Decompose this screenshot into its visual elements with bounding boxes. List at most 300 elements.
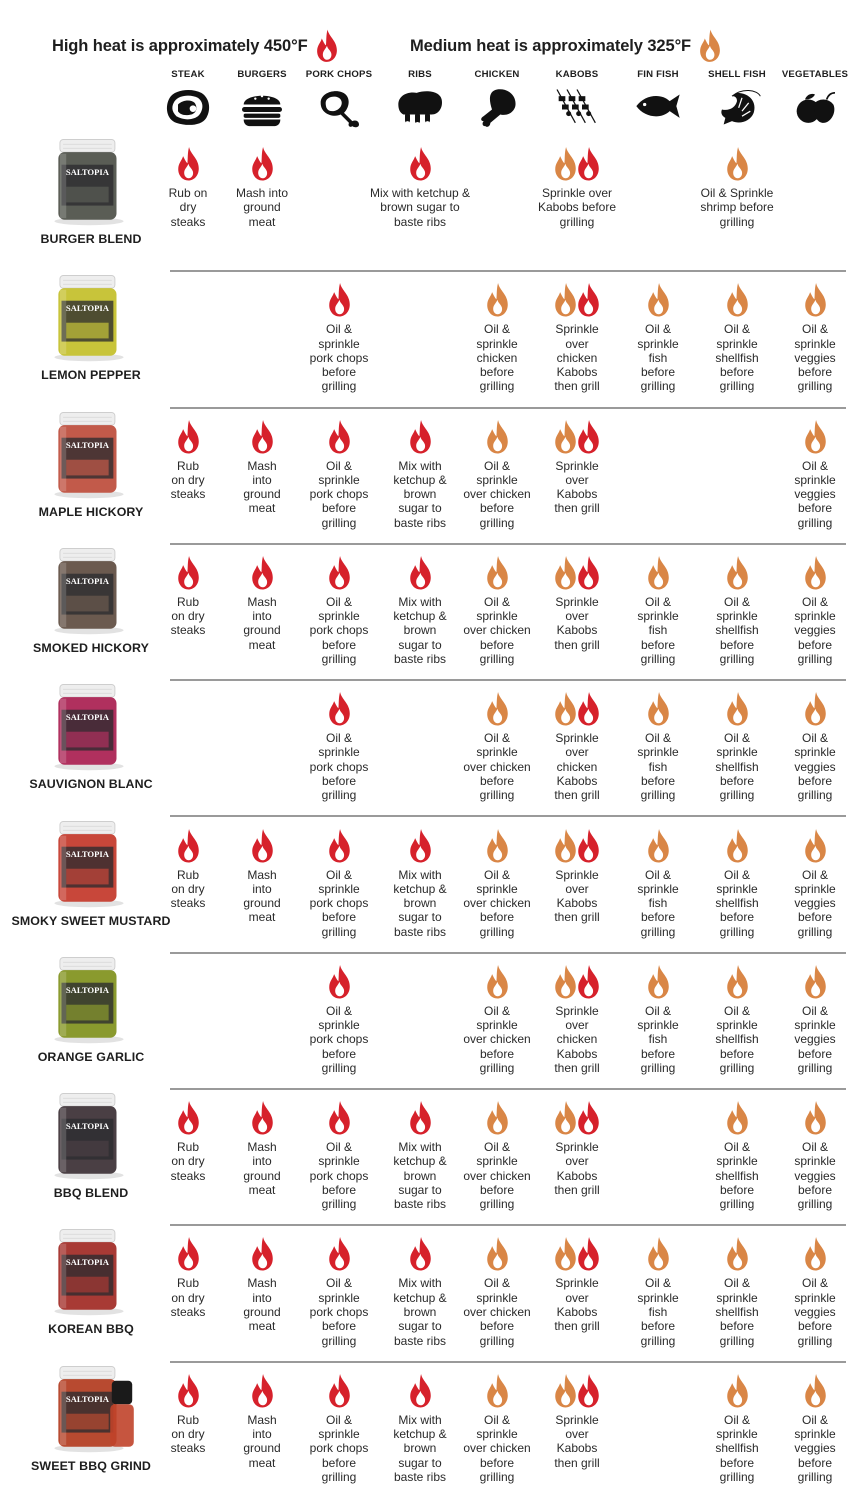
- instruction-text: Rub on dry steaks: [170, 1140, 206, 1183]
- heat-indicator: [294, 689, 384, 727]
- instruction-text: Oil & sprinkle over chicken before grilling: [463, 1140, 531, 1212]
- seasoning-row: [0, 1365, 855, 1501]
- cell-veg: [770, 1234, 855, 1347]
- instruction-text: Rub on dry steaks: [170, 1276, 206, 1319]
- heat-indicator: [532, 1234, 622, 1272]
- jar-brand-label: SALTOPIA: [65, 1121, 110, 1132]
- high-heat-flame-icon: [575, 964, 602, 1000]
- cell-fish: [613, 689, 703, 802]
- heat-indicator: [452, 280, 542, 318]
- instruction-text: Oil & sprinkle fish before grilling: [637, 731, 679, 803]
- high-heat-flame-icon: [175, 1373, 202, 1409]
- high-heat-flame-icon: [407, 828, 434, 864]
- row-separator: [170, 543, 846, 545]
- cell-pork: [294, 962, 384, 1075]
- instruction-text: Rub on dry steaks: [170, 1412, 206, 1456]
- cell-pork: [294, 553, 384, 666]
- row-separator: [170, 952, 846, 954]
- jar-image-container: [30, 1228, 148, 1316]
- high-heat-flame-icon: [249, 1373, 276, 1409]
- jar-brand-label: SALTOPIA: [65, 712, 110, 723]
- seasoning-name: SAUVIGNON BLANC: [29, 777, 153, 792]
- instruction-text: Oil & sprinkle pork chops before grilling: [309, 1140, 369, 1212]
- instruction-text: Oil & sprinkle shellfish before grilling: [715, 731, 759, 803]
- medium-heat-flame-icon: [645, 555, 672, 591]
- high-heat-flame-icon: [575, 146, 602, 182]
- high-heat-flame-icon: [249, 419, 276, 455]
- seasoning-row: [0, 683, 855, 819]
- instruction-text: Oil & sprinkle over chicken before grilling: [463, 1412, 531, 1484]
- heat-indicator: [613, 553, 703, 591]
- cell-kabobs: [532, 553, 622, 652]
- seasoning-row: [0, 274, 855, 410]
- medium-heat-flame-icon: [802, 1100, 829, 1136]
- medium-heat-flame-icon: [645, 964, 672, 1000]
- instruction-text: Mash into ground meat: [235, 186, 289, 229]
- medium-heat-flame-icon: [645, 691, 672, 727]
- seasoning-row: [0, 547, 855, 683]
- jar-image-container: [30, 1365, 148, 1453]
- heat-indicator: [294, 962, 384, 1000]
- instruction-text: Oil & sprinkle veggies before grilling: [794, 1276, 836, 1348]
- high-heat-label: High heat is approximately 450°F: [52, 36, 308, 55]
- instruction-text: Oil & sprinkle veggies before grilling: [794, 594, 836, 667]
- instruction-text: Rub on dry steaks: [170, 867, 206, 911]
- cell-kabobs: [502, 144, 652, 229]
- heat-indicator: [692, 826, 782, 864]
- high-heat-flame-icon: [326, 1373, 353, 1409]
- seasoning-row: [0, 138, 855, 274]
- kabob-icon: [552, 84, 602, 130]
- instruction-text: Oil & sprinkle chicken before grilling: [476, 322, 518, 394]
- heat-indicator: [452, 553, 542, 591]
- seasoning-name: MAPLE HICKORY: [38, 504, 144, 519]
- row-separator: [170, 679, 846, 681]
- heat-indicator: [452, 1371, 542, 1409]
- medium-heat-flame-icon: [724, 555, 751, 591]
- high-heat-flame-icon: [407, 1100, 434, 1136]
- instruction-text: Oil & sprinkle fish before grilling: [637, 594, 679, 667]
- row-separator: [170, 407, 846, 409]
- instruction-text: Oil & sprinkle veggies before grilling: [794, 731, 836, 803]
- heat-indicator: [452, 826, 542, 864]
- heat-indicator: [662, 144, 812, 182]
- instruction-text: Oil & sprinkle over chicken before grilling: [463, 1276, 531, 1348]
- medium-heat-flame-icon: [484, 1373, 511, 1409]
- seasoning-row: [0, 956, 855, 1092]
- high-heat-flame-icon: [326, 282, 353, 318]
- heat-indicator: [345, 144, 495, 182]
- heat-indicator: [692, 280, 782, 318]
- instruction-text: Sprinkle over Kabobs then grill: [554, 1140, 600, 1197]
- cell-veg: [770, 689, 855, 802]
- high-heat-flame-icon: [175, 419, 202, 455]
- cell-chicken: [452, 689, 542, 802]
- seasoning-name: ORANGE GARLIC: [37, 1049, 145, 1064]
- high-heat-flame-icon: [175, 828, 202, 864]
- jar-image-container: [30, 274, 148, 362]
- instruction-text: Mix with ketchup & brown sugar to baste ribs: [393, 1412, 447, 1484]
- cell-burgers: [217, 144, 307, 229]
- medium-heat-flame-icon: [645, 282, 672, 318]
- column-header-veg: VEGETABLES: [781, 69, 849, 80]
- high-heat-flame-icon: [249, 1100, 276, 1136]
- heat-indicator: [613, 962, 703, 1000]
- seasoning-row: [0, 411, 855, 547]
- seasoning-jar-image: [30, 683, 148, 771]
- instruction-text: Oil & sprinkle shellfish before grilling: [715, 1003, 759, 1075]
- cell-fish: [613, 280, 703, 393]
- cell-shell: [662, 144, 812, 229]
- instruction-text: Rub on dry steaks: [170, 458, 206, 502]
- cell-pork: [294, 1234, 384, 1347]
- instruction-text: Oil & sprinkle over chicken before grilling: [463, 867, 531, 939]
- seasoning-jar-image: [30, 138, 148, 226]
- seasoning-jar-image: [30, 274, 148, 362]
- cell-pork: [294, 1098, 384, 1211]
- high-heat-flame-icon: [407, 1373, 434, 1409]
- instruction-text: Oil & sprinkle pork chops before grilling: [309, 458, 369, 530]
- instruction-text: Mix with ketchup & brown sugar to baste ribs: [393, 1276, 447, 1348]
- high-heat-flame-icon: [326, 555, 353, 591]
- high-heat-legend: [52, 28, 340, 64]
- cell-shell: [692, 689, 782, 802]
- cell-veg: [770, 962, 855, 1075]
- seasoning-name: KOREAN BBQ: [48, 1322, 134, 1337]
- high-heat-flame-icon: [575, 828, 602, 864]
- heat-indicator: [613, 1234, 703, 1272]
- chicken-leg-icon: [472, 84, 522, 130]
- cell-chicken: [452, 826, 542, 939]
- heat-indicator: [770, 962, 855, 1000]
- column-header-chicken: CHICKEN: [474, 69, 520, 80]
- heat-indicator: [294, 1234, 384, 1272]
- medium-heat-flame-icon: [484, 828, 511, 864]
- grinder-image: [110, 1380, 134, 1446]
- heat-indicator: [452, 962, 542, 1000]
- heat-indicator: [770, 417, 855, 455]
- cell-shell: [692, 826, 782, 939]
- cell-veg: [770, 826, 855, 939]
- high-heat-flame-icon: [175, 146, 202, 182]
- instruction-text: Sprinkle over Kabobs then grill: [554, 1276, 600, 1334]
- medium-heat-flame-icon: [724, 282, 751, 318]
- shrimp-icon: [712, 84, 762, 130]
- instruction-text: Oil & sprinkle shellfish before grilling: [715, 1276, 759, 1348]
- fish-icon: [633, 84, 683, 130]
- heat-indicator: [770, 689, 855, 727]
- heat-indicator: [770, 1371, 855, 1409]
- high-heat-flame-icon: [575, 282, 602, 318]
- heat-indicator: [692, 1098, 782, 1136]
- heat-indicator: [294, 1098, 384, 1136]
- instruction-text: Oil & sprinkle shellfish before grilling: [715, 867, 759, 939]
- burger-icon: [237, 84, 287, 130]
- instruction-text: Oil & sprinkle over chicken before grilling: [463, 1003, 531, 1075]
- jar-brand-label: SALTOPIA: [65, 166, 110, 177]
- instruction-text: Oil & sprinkle veggies before grilling: [794, 322, 836, 394]
- instruction-text: Mix with ketchup & brown sugar to baste ribs: [393, 867, 447, 939]
- instruction-text: Oil & sprinkle pork chops before grilling: [309, 1003, 369, 1075]
- heat-indicator: [452, 1234, 542, 1272]
- medium-heat-flame-icon: [802, 1373, 829, 1409]
- medium-heat-flame-icon: [802, 282, 829, 318]
- seasoning-name: SMOKY SWEET MUSTARD: [11, 913, 171, 928]
- heat-indicator: [770, 826, 855, 864]
- cell-fish: [613, 826, 703, 939]
- cell-veg: [770, 553, 855, 666]
- cell-shell: [692, 1234, 782, 1347]
- seasoning-name: BBQ BLEND: [53, 1186, 129, 1201]
- column-header-burgers: BURGERS: [237, 69, 287, 80]
- medium-heat-flame-icon: [724, 691, 751, 727]
- heat-indicator: [532, 962, 622, 1000]
- column-header-shell: SHELL FISH: [708, 69, 766, 80]
- high-heat-flame-icon: [175, 555, 202, 591]
- high-heat-flame-icon: [407, 419, 434, 455]
- seasoning-name: BURGER BLEND: [40, 232, 142, 246]
- high-heat-flame-icon: [326, 1100, 353, 1136]
- cell-chicken: [452, 1098, 542, 1211]
- heat-indicator: [692, 689, 782, 727]
- column-header-fish: FIN FISH: [637, 69, 679, 80]
- instruction-text: Mix with ketchup & brown sugar to baste ribs: [393, 458, 447, 530]
- heat-indicator: [452, 689, 542, 727]
- seasoning-name: SMOKED HICKORY: [33, 640, 149, 655]
- jar-image-container: [30, 411, 148, 499]
- medium-heat-flame-icon: [484, 555, 511, 591]
- instruction-text: Oil & sprinkle fish before grilling: [637, 1003, 679, 1075]
- heat-indicator: [532, 826, 622, 864]
- medium-heat-flame-icon: [802, 691, 829, 727]
- medium-heat-flame-icon: [645, 828, 672, 864]
- seasoning-name: LEMON PEPPER: [41, 368, 141, 383]
- cell-veg: [770, 280, 855, 393]
- cell-kabobs: [532, 280, 622, 393]
- cell-pork: [294, 826, 384, 939]
- ribs-icon: [395, 84, 445, 130]
- instruction-text: Rub on dry steaks: [168, 186, 208, 229]
- medium-heat-flame-icon: [802, 828, 829, 864]
- cell-shell: [692, 280, 782, 393]
- high-heat-flame-icon: [175, 1236, 202, 1272]
- medium-heat-flame-icon: [724, 1236, 751, 1272]
- medium-heat-flame-icon: [697, 29, 723, 63]
- instruction-text: Oil & sprinkle pork chops before grilling: [309, 1276, 369, 1348]
- heat-indicator: [692, 553, 782, 591]
- medium-heat-flame-icon: [724, 1100, 751, 1136]
- column-header-kabobs: KABOBS: [555, 69, 599, 80]
- cell-kabobs: [532, 1234, 622, 1333]
- jar-brand-label: SALTOPIA: [65, 1257, 110, 1268]
- medium-heat-flame-icon: [802, 555, 829, 591]
- medium-heat-flame-icon: [724, 828, 751, 864]
- seasoning-jar-image: [30, 956, 148, 1044]
- instruction-text: Oil & sprinkle over chicken before grilling: [463, 731, 531, 803]
- column-header-pork: PORK CHOPS: [305, 69, 373, 80]
- cell-pork: [294, 1371, 384, 1484]
- heat-indicator: [217, 144, 307, 182]
- instruction-text: Oil & sprinkle shellfish before grilling: [715, 1412, 759, 1484]
- seasoning-row: [0, 1228, 855, 1364]
- instruction-text: Oil & sprinkle veggies before grilling: [794, 458, 836, 530]
- heat-indicator: [692, 962, 782, 1000]
- high-heat-flame-icon: [249, 828, 276, 864]
- high-heat-flame-icon: [326, 419, 353, 455]
- cell-kabobs: [532, 826, 622, 925]
- jar-image-container: [30, 138, 148, 226]
- cell-pork: [294, 417, 384, 530]
- instruction-text: Mash into ground meat: [243, 1276, 281, 1334]
- cell-chicken: [452, 1371, 542, 1484]
- seasoning-jar-image: [30, 547, 148, 635]
- steak-icon: [163, 84, 213, 130]
- heat-indicator: [294, 417, 384, 455]
- heat-indicator: [532, 417, 622, 455]
- instruction-text: Sprinkle over chicken Kabobs then grill: [554, 1003, 600, 1075]
- jar-brand-label: SALTOPIA: [65, 439, 110, 450]
- instruction-text: Sprinkle over chicken Kabobs then grill: [554, 731, 600, 803]
- heat-indicator: [452, 1098, 542, 1136]
- cell-kabobs: [532, 962, 622, 1075]
- cell-shell: [692, 1098, 782, 1211]
- high-heat-flame-icon: [575, 691, 602, 727]
- medium-heat-flame-icon: [645, 1236, 672, 1272]
- row-separator: [170, 270, 846, 272]
- medium-heat-flame-icon: [484, 282, 511, 318]
- instruction-text: Oil & sprinkle pork chops before grilling: [309, 1412, 369, 1484]
- jar-brand-label: SALTOPIA: [65, 303, 110, 314]
- instruction-text: Sprinkle over Kabobs then grill: [554, 458, 600, 516]
- heat-indicator: [770, 553, 855, 591]
- medium-heat-flame-icon: [802, 419, 829, 455]
- instruction-text: Mash into ground meat: [243, 1140, 281, 1197]
- heat-indicator: [692, 1371, 782, 1409]
- cell-shell: [692, 553, 782, 666]
- instruction-text: Oil & sprinkle shellfish before grilling: [715, 322, 759, 394]
- seasoning-name: SWEET BBQ GRIND: [31, 1458, 151, 1473]
- cell-fish: [613, 1234, 703, 1347]
- medium-heat-flame-icon: [724, 146, 751, 182]
- instruction-text: Oil & sprinkle fish before grilling: [637, 867, 679, 939]
- heat-indicator: [532, 1098, 622, 1136]
- jar-image-container: [30, 820, 148, 908]
- cell-veg: [770, 417, 855, 530]
- instruction-text: Oil & sprinkle veggies before grilling: [794, 867, 836, 939]
- cell-ribs: [345, 144, 495, 229]
- medium-heat-flame-icon: [802, 1236, 829, 1272]
- heat-indicator: [532, 553, 622, 591]
- high-heat-flame-icon: [407, 1236, 434, 1272]
- instruction-text: Sprinkle over Kabobs before grilling: [537, 186, 617, 229]
- instruction-text: Oil & sprinkle veggies before grilling: [794, 1140, 836, 1212]
- medium-heat-flame-icon: [484, 964, 511, 1000]
- heat-indicator: [770, 280, 855, 318]
- cell-kabobs: [532, 1371, 622, 1470]
- seasoning-jar-image: [30, 1228, 148, 1316]
- heat-indicator: [294, 826, 384, 864]
- high-heat-flame-icon: [249, 1236, 276, 1272]
- high-heat-flame-icon: [314, 29, 340, 63]
- cell-chicken: [452, 1234, 542, 1347]
- cell-chicken: [452, 962, 542, 1075]
- jar-brand-label: SALTOPIA: [65, 1393, 110, 1404]
- cell-kabobs: [532, 689, 622, 802]
- instruction-text: Mash into ground meat: [243, 867, 281, 925]
- cell-chicken: [452, 417, 542, 530]
- jar-brand-label: SALTOPIA: [65, 984, 110, 995]
- heat-indicator: [532, 689, 622, 727]
- high-heat-flame-icon: [249, 555, 276, 591]
- medium-heat-flame-icon: [484, 1236, 511, 1272]
- high-heat-flame-icon: [326, 691, 353, 727]
- seasoning-jar-image: [30, 411, 148, 499]
- high-heat-flame-icon: [575, 1373, 602, 1409]
- instruction-text: Oil & sprinkle veggies before grilling: [794, 1003, 836, 1075]
- heat-indicator: [613, 280, 703, 318]
- column-header-ribs: RIBS: [408, 69, 432, 80]
- cell-chicken: [452, 280, 542, 393]
- row-separator: [170, 1224, 846, 1226]
- instruction-text: Oil & sprinkle veggies before grilling: [794, 1412, 836, 1484]
- cell-kabobs: [532, 417, 622, 516]
- high-heat-flame-icon: [175, 1100, 202, 1136]
- instruction-text: Mix with ketchup & brown sugar to baste ribs: [369, 186, 471, 229]
- high-heat-flame-icon: [407, 146, 434, 182]
- cell-fish: [613, 962, 703, 1075]
- instruction-text: Rub on dry steaks: [170, 594, 206, 638]
- instruction-text: Oil & sprinkle over chicken before grilling: [463, 594, 531, 667]
- high-heat-flame-icon: [326, 828, 353, 864]
- jar-image-container: [30, 1092, 148, 1180]
- heat-indicator: [532, 280, 622, 318]
- instruction-text: Oil & sprinkle shellfish before grilling: [715, 1140, 759, 1212]
- high-heat-flame-icon: [407, 555, 434, 591]
- seasoning-jar-image: [30, 820, 148, 908]
- jar-image-container: [30, 683, 148, 771]
- cell-shell: [692, 962, 782, 1075]
- instruction-text: Sprinkle over chicken Kabobs then grill: [554, 322, 600, 394]
- instruction-text: Oil & sprinkle over chicken before grilling: [463, 458, 531, 530]
- seasoning-jar-image: [30, 1092, 148, 1180]
- heat-indicator: [613, 826, 703, 864]
- instruction-text: Mix with ketchup & brown sugar to baste ribs: [393, 1140, 447, 1212]
- instruction-text: Sprinkle over Kabobs then grill: [554, 1412, 600, 1470]
- cell-chicken: [452, 553, 542, 666]
- medium-heat-flame-icon: [724, 964, 751, 1000]
- jar-brand-label: SALTOPIA: [65, 848, 110, 859]
- medium-heat-legend: [410, 28, 723, 64]
- high-heat-flame-icon: [575, 1236, 602, 1272]
- instruction-text: Oil & sprinkle pork chops before grilling: [309, 731, 369, 803]
- cell-shell: [692, 1371, 782, 1484]
- medium-heat-flame-icon: [724, 1373, 751, 1409]
- high-heat-flame-icon: [575, 555, 602, 591]
- heat-indicator: [613, 689, 703, 727]
- medium-heat-flame-icon: [802, 964, 829, 1000]
- instruction-text: Oil & sprinkle shellfish before grilling: [715, 594, 759, 667]
- instruction-text: Oil & Sprinkle shrimp before grilling: [700, 186, 774, 229]
- cell-pork: [294, 280, 384, 393]
- cell-veg: [770, 1371, 855, 1484]
- high-heat-flame-icon: [575, 419, 602, 455]
- high-heat-flame-icon: [326, 1236, 353, 1272]
- seasoning-jar-image: [30, 1365, 148, 1453]
- heat-indicator: [770, 1234, 855, 1272]
- row-separator: [170, 1361, 846, 1363]
- instruction-text: Oil & sprinkle pork chops before grilling: [309, 322, 369, 394]
- medium-heat-flame-icon: [484, 1100, 511, 1136]
